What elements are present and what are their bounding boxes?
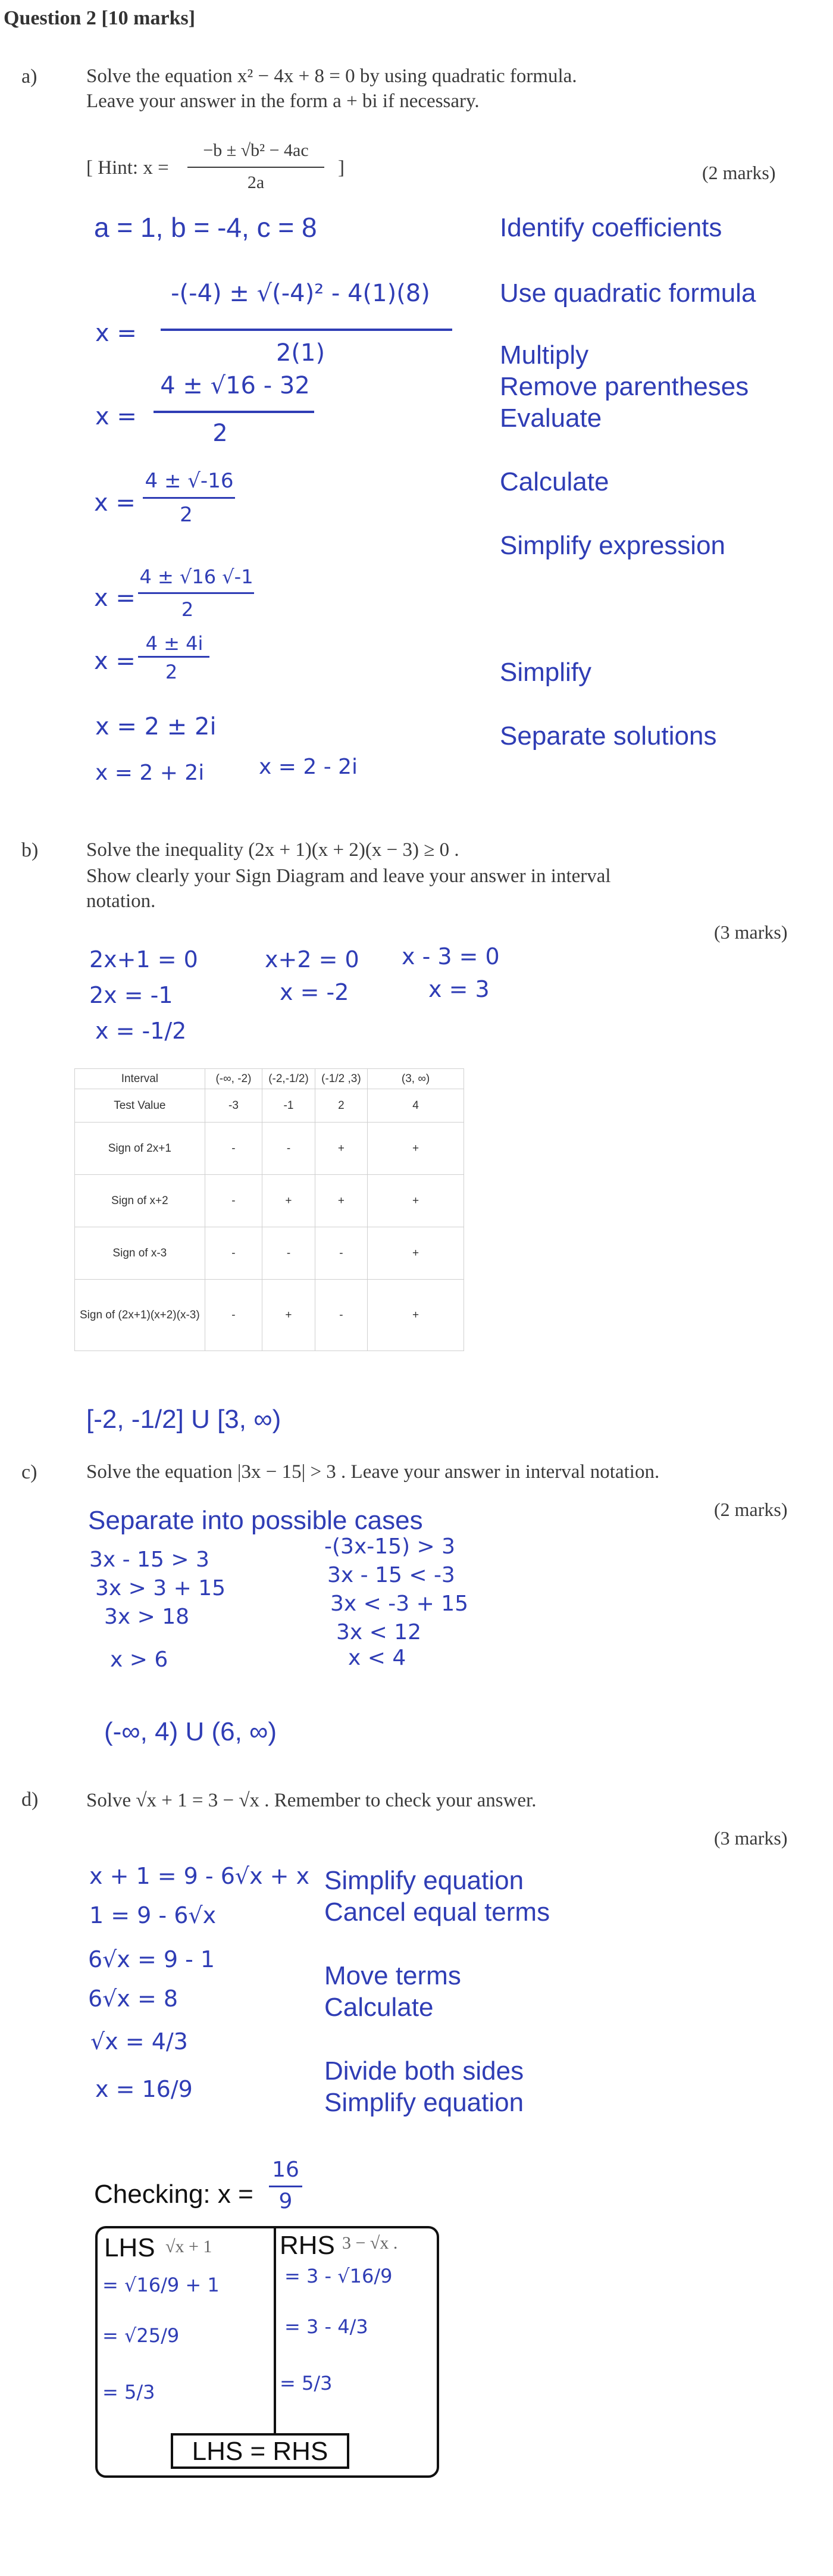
d-note-2: Cancel equal terms — [324, 1897, 550, 1927]
b-work-b2: x = -2 — [280, 979, 349, 1005]
part-a-line2: Leave your answer in the form a + bi if necessary. — [86, 90, 480, 112]
c-right-4: 3x < 12 — [336, 1620, 422, 1645]
note-simplify-expr: Simplify expression — [500, 531, 726, 560]
note-simplify: Simplify — [500, 658, 592, 687]
table-cell: + — [368, 1175, 464, 1227]
table-header: (-1/2 ,3) — [315, 1069, 367, 1089]
table-cell: + — [368, 1123, 464, 1175]
rhs-step-2: = 3 - 4/3 — [284, 2315, 368, 2338]
c-left-4: x > 6 — [110, 1647, 168, 1672]
c-left-2: 3x > 3 + 15 — [95, 1576, 226, 1600]
c-right-5: x < 4 — [348, 1646, 406, 1670]
hint-numerator: −b ± √b² − 4ac — [203, 140, 309, 160]
x-equals-5: x = — [94, 648, 136, 675]
x-equals-4: x = — [94, 584, 136, 612]
row-label: Sign of (2x+1)(x+2)(x-3) — [75, 1280, 205, 1351]
table-cell: -1 — [262, 1089, 315, 1123]
rhs-step-3: = 5/3 — [280, 2372, 333, 2394]
c-right-2: 3x - 15 < -3 — [327, 1563, 455, 1587]
table-cell: - — [262, 1123, 315, 1175]
row-label: Sign of x-3 — [75, 1227, 205, 1280]
table-row — [75, 1123, 464, 1175]
table-header: (-∞, -2) — [205, 1069, 262, 1089]
check-divider — [274, 2228, 276, 2433]
part-a-label: a) — [21, 65, 37, 87]
table-cell: + — [368, 1280, 464, 1351]
table-cell: - — [315, 1280, 367, 1351]
row-label: Test Value — [75, 1089, 205, 1123]
hint-prefix: [ Hint: x = — [86, 157, 169, 179]
table-cell: + — [262, 1175, 315, 1227]
x-equals-1: x = — [95, 320, 137, 347]
checking-bar — [269, 2186, 302, 2187]
table-cell: - — [205, 1175, 262, 1227]
step7b: x = 2 - 2i — [259, 755, 358, 779]
checking-num: 16 — [272, 2158, 299, 2182]
lhs-step-2: = √25/9 — [102, 2324, 180, 2347]
part-b-line1: Solve the inequality (2x + 1)(x + 2)(x − 3) ≥ 0 . — [86, 839, 459, 861]
b-work-c1: x - 3 = 0 — [402, 943, 500, 970]
part-c-note: Separate into possible cases — [88, 1506, 423, 1535]
row-label: Sign of x+2 — [75, 1175, 205, 1227]
step4-denominator: 2 — [181, 598, 194, 621]
step5-bar — [138, 656, 209, 658]
lhs-equals-rhs: LHS = RHS — [171, 2433, 349, 2469]
lhs-step-3: = 5/3 — [102, 2381, 155, 2403]
step5-denominator: 2 — [165, 661, 178, 683]
c-left-3: 3x > 18 — [104, 1605, 190, 1629]
sign-diagram-table — [74, 1068, 464, 1351]
rhs-title: RHS — [280, 2231, 335, 2260]
step2-numerator: 4 ± √16 - 32 — [160, 372, 310, 399]
note-separate: Separate solutions — [500, 721, 717, 751]
note-remove-parens: Remove parentheses — [500, 372, 749, 401]
step3-bar — [143, 497, 235, 499]
step1-bar — [161, 329, 452, 331]
step2-denominator: 2 — [212, 420, 228, 447]
part-d-line1: Solve √x + 1 = 3 − √x . Remember to check your answer. — [86, 1790, 537, 1811]
table-cell: - — [205, 1123, 262, 1175]
d-note-5: Divide both sides — [324, 2056, 524, 2086]
part-b-answer: [-2, -1/2] U [3, ∞) — [86, 1405, 281, 1434]
checking-label: Checking: x = — [94, 2180, 253, 2209]
lhs-expr: √x + 1 — [165, 2237, 212, 2256]
part-c-marks: (2 marks) — [714, 1499, 788, 1520]
checking-den: 9 — [278, 2189, 293, 2214]
note-identify: Identify coefficients — [500, 213, 722, 242]
note-quadratic: Use quadratic formula — [500, 279, 756, 308]
part-c-answer: (-∞, 4) U (6, ∞) — [104, 1717, 277, 1746]
d-work-5: √x = 4/3 — [90, 2028, 188, 2055]
table-row — [75, 1280, 464, 1351]
table-cell: -3 — [205, 1089, 262, 1123]
table-cell: + — [315, 1123, 367, 1175]
table-row — [75, 1227, 464, 1280]
row-label: Sign of 2x+1 — [75, 1123, 205, 1175]
step3-denominator: 2 — [180, 503, 193, 527]
step7a: x = 2 + 2i — [95, 761, 205, 785]
step4-numerator: 4 ± √16 √-1 — [139, 565, 253, 588]
x-equals-2: x = — [95, 403, 137, 430]
table-header: (3, ∞) — [368, 1069, 464, 1089]
table-header: (-2,-1/2) — [262, 1069, 315, 1089]
step6: x = 2 ± 2i — [95, 713, 217, 740]
table-cell: - — [205, 1280, 262, 1351]
table-cell: - — [262, 1227, 315, 1280]
step5-numerator: 4 ± 4i — [145, 632, 203, 655]
part-d-label: d) — [21, 1789, 39, 1811]
rhs-step-1: = 3 - √16/9 — [284, 2265, 393, 2287]
part-b-marks: (3 marks) — [714, 921, 788, 943]
step1-denominator: 2(1) — [275, 339, 325, 367]
d-note-6: Simplify equation — [324, 2088, 524, 2117]
note-calculate: Calculate — [500, 467, 609, 496]
table-cell: + — [368, 1227, 464, 1280]
coefficients: a = 1, b = -4, c = 8 — [94, 212, 317, 243]
note-evaluate: Evaluate — [500, 404, 602, 433]
rhs-expr: 3 − √x . — [342, 2233, 398, 2253]
table-cell: - — [315, 1227, 367, 1280]
lhs-title: LHS — [104, 2233, 155, 2262]
table-cell: 2 — [315, 1089, 367, 1123]
d-work-3: 6√x = 9 - 1 — [88, 1946, 215, 1972]
step4-bar — [138, 592, 254, 594]
b-work-a1: 2x+1 = 0 — [89, 946, 198, 973]
part-d-marks: (3 marks) — [714, 1827, 788, 1849]
b-work-c2: x = 3 — [428, 976, 490, 1002]
step1-numerator: -(-4) ± √(-4)² - 4(1)(8) — [171, 280, 430, 307]
hint-fraction-bar — [187, 167, 324, 168]
part-c-label: c) — [21, 1461, 37, 1483]
d-note-4: Calculate — [324, 1993, 434, 2022]
c-right-1: -(3x-15) > 3 — [324, 1534, 456, 1559]
d-work-4: 6√x = 8 — [88, 1986, 178, 2012]
b-work-b1: x+2 = 0 — [265, 946, 359, 973]
table-header: Interval — [75, 1069, 205, 1089]
d-work-6: x = 16/9 — [95, 2076, 193, 2102]
table-cell: + — [315, 1175, 367, 1227]
part-a-marks: (2 marks) — [702, 162, 776, 183]
hint-denominator: 2a — [247, 173, 265, 192]
x-equals-3: x = — [94, 489, 136, 517]
c-left-1: 3x - 15 > 3 — [89, 1548, 209, 1572]
hint-suffix: ] — [338, 157, 345, 179]
table-row — [75, 1175, 464, 1227]
d-note-1: Simplify equation — [324, 1866, 524, 1895]
table-row — [75, 1089, 464, 1123]
d-work-1: x + 1 = 9 - 6√x + x — [89, 1863, 310, 1889]
lhs-step-1: = √16/9 + 1 — [102, 2274, 220, 2296]
d-note-3: Move terms — [324, 1961, 461, 1990]
part-b-line2: Show clearly your Sign Diagram and leave your answer in interval — [86, 865, 611, 887]
d-work-2: 1 = 9 - 6√x — [89, 1902, 217, 1928]
step3-numerator: 4 ± √-16 — [145, 469, 234, 493]
part-b-line3: notation. — [86, 890, 156, 912]
part-a-line1: Solve the equation x² − 4x + 8 = 0 by using quadratic formula. — [86, 65, 577, 87]
table-cell: 4 — [368, 1089, 464, 1123]
step2-bar — [154, 411, 314, 413]
part-b-label: b) — [21, 839, 39, 861]
b-work-a3: x = -1/2 — [95, 1018, 187, 1044]
b-work-a2: 2x = -1 — [89, 982, 173, 1008]
part-c-line1: Solve the equation |3x − 15| > 3 . Leave your answer in interval notation. — [86, 1461, 660, 1483]
table-cell: + — [262, 1280, 315, 1351]
c-right-3: 3x < -3 + 15 — [330, 1592, 469, 1616]
note-multiply: Multiply — [500, 340, 589, 370]
table-cell: - — [205, 1227, 262, 1280]
question-title: Question 2 [10 marks] — [4, 7, 196, 29]
